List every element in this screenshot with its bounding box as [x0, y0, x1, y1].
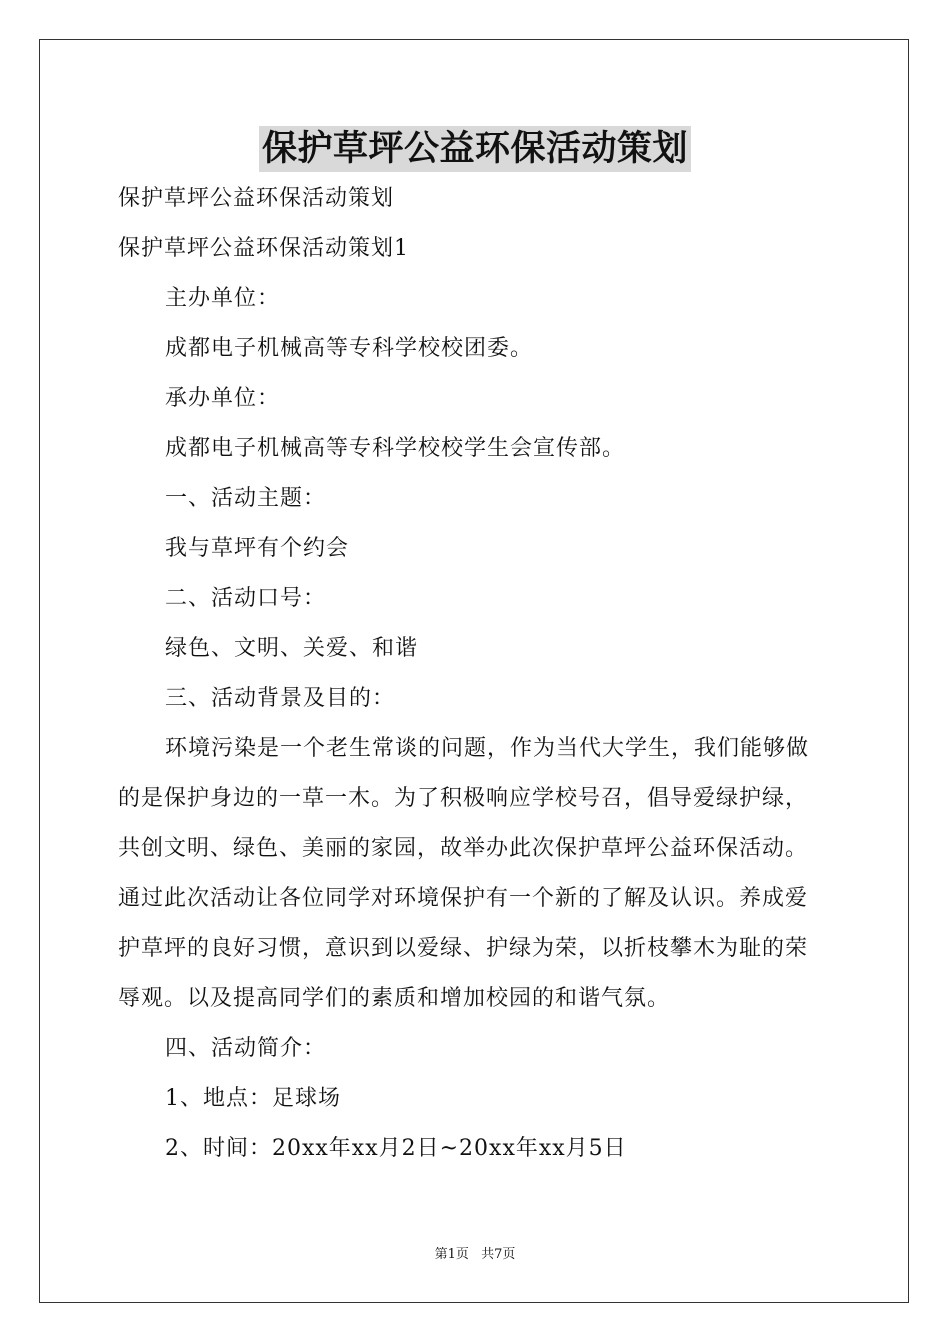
paragraph-line: 成都电子机械高等专科学校校学生会宣传部。: [165, 436, 626, 461]
paragraph-line: 四、活动简介：: [165, 1036, 327, 1061]
paragraph-line: 我与草坪有个约会: [165, 536, 350, 561]
paragraph-line: 三、活动背景及目的：: [165, 686, 396, 711]
subtitle-line: 保护草坪公益环保活动策划: [118, 186, 395, 211]
paragraph-line: 1、地点：足球场: [165, 1086, 341, 1111]
paragraph-line: 绿色、文明、关爱、和谐: [165, 636, 419, 661]
paragraph-line: 通过此次活动让各位同学对环境保护有一个新的了解及认识。养成爱: [118, 886, 809, 911]
paragraph-line: 2、时间：20xx年xx月2日~20xx年xx月5日: [165, 1136, 627, 1161]
section-heading: 保护草坪公益环保活动策划1: [118, 236, 409, 261]
paragraph-line: 成都电子机械高等专科学校校团委。: [165, 336, 534, 361]
paragraph-line: 共创文明、绿色、美丽的家园，故举办此次保护草坪公益环保活动。: [118, 836, 809, 861]
title-wrap: [0, 126, 950, 172]
page-footer: [0, 1246, 950, 1264]
page-number: 第1页: [434, 1247, 469, 1262]
document-title: 保护草坪公益环保活动策划: [259, 126, 691, 172]
paragraph-line: 的是保护身边的一草一木。为了积极响应学校号召，倡导爱绿护绿，: [118, 786, 809, 811]
paragraph-line: 二、活动口号：: [165, 586, 327, 611]
paragraph-line: 一、活动主题：: [165, 486, 327, 511]
paragraph-line: 护草坪的良好习惯，意识到以爱绿、护绿为荣，以折枝攀木为耻的荣: [118, 936, 809, 961]
paragraph-line: 辱观。以及提高同学们的素质和增加校园的和谐气氛。: [118, 986, 671, 1011]
page-total: 共7页: [481, 1247, 516, 1262]
paragraph-line: 承办单位：: [165, 386, 281, 411]
paragraph-line: 主办单位：: [165, 286, 281, 311]
paragraph-line: 环境污染是一个老生常谈的问题，作为当代大学生，我们能够做: [165, 736, 810, 761]
